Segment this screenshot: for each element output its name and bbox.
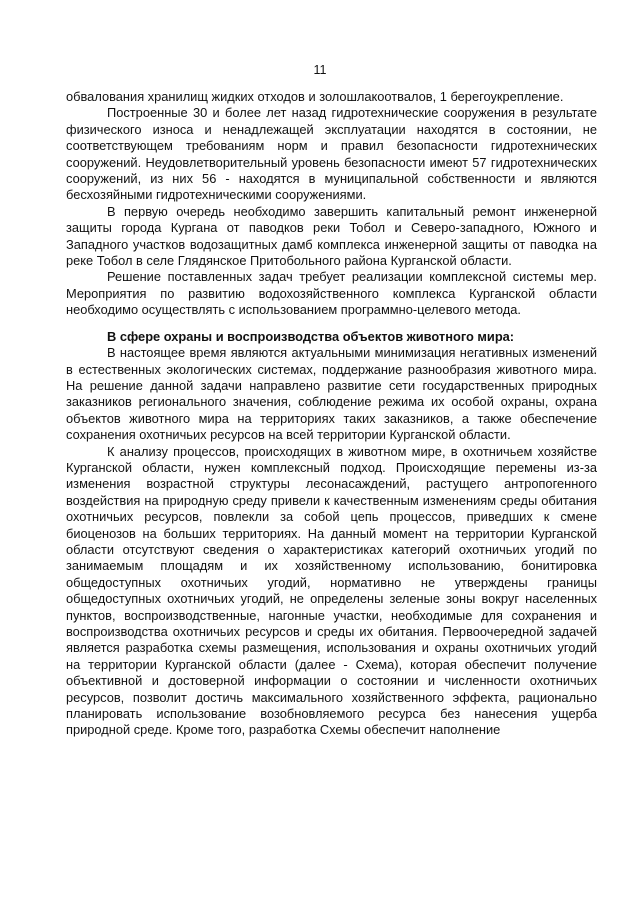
paragraph-ecosystem-protection: В настоящее время являются актуальными минимизация негативных изменений в естественных экологических системах, поддержание разнообразия животного мира. На решение данной задачи направлено развитие сети государственных природных заказников регионального значения, соблюдение режима их особой охраны, охрана объектов животного мира на территориях таких заказников, а также обеспечение сохранения охотничьих ресурсов на всей территории Курганской области. bbox=[66, 345, 597, 443]
paragraph-priority-repair: В первую очередь необходимо завершить капитальный ремонт инженерной защиты города Кургана от паводков реки Тобол и Северо-западного, Южного и Западного участков водозащитных дамб комплекса инженерной защиты от паводка на реке Тобол в селе Глядянское Притобольного района Курганской области. bbox=[66, 203, 597, 269]
paragraph-hydraulic-structures-condition: Построенные 30 и более лет назад гидротехнические сооружения в результате физического износа и ненадлежащей эксплуатации находятся в состоянии, не соответствующем требованиям норм и правил безопасности гидротехнических сооружений. Неудовлетворительный уровень безопасности имеют 57 гидротехнических сооружений, из них 56 - находятся в муниципальной собственности и являются бесхозяйными гидротехническими сооружениями. bbox=[66, 105, 597, 203]
page-number: 11 bbox=[313, 63, 327, 77]
section-heading-wildlife: В сфере охраны и воспроизводства объектов животного мира: bbox=[107, 328, 515, 344]
paragraph-program-target-method: Решение поставленных задач требует реализации комплексной системы мер. Мероприятия по развитию водохозяйственного комплекса Курганской области необходимо осуществлять с использованием программно-целевого метода. bbox=[66, 269, 597, 318]
paragraph-dam-continuation: обвалования хранилищ жидких отходов и золошлакоотвалов, 1 берегоукрепление. bbox=[66, 89, 564, 104]
document-body bbox=[66, 89, 597, 739]
paragraph-hunting-grounds-scheme: К анализу процессов, происходящих в животном мире, в охотничьем хозяйстве Курганской области, нужен комплексный подход. Происходящие перемены из-за изменения возрастной структуры лесонасаждений, растущего антропогенного воздействия на природную среду привели к качественным изменениям среды обитания охотничьих ресурсов, повлекли за собой цепь процессов, приведших к смене биоценозов на больших территориях. На данный момент на территории Курганской области отсутствуют сведения о характеристиках категорий охотничьих угодий по занимаемым площадям и их хозяйственному использованию, бонитировка общедоступных охотничьих угодий, нормативно не утверждены границы общедоступных охотничьих угодий, не определены зеленые зоны вокруг населенных пунктов, воспроизводственные, нагонные участки, необходимые для сохранения и воспроизводства охотничьих ресурсов и среды их обитания. Первоочередной задачей является разработка схемы размещения, использования и охраны охотничьих угодий на территории Курганской области (далее - Схема), которая обеспечит получение объективной и достоверной информации о состоянии и численности охотничьих ресурсов, позволит достичь максимального хозяйственного эффекта, рационально планировать использование возобновляемого ресурса без нанесения ущерба природной среде. Кроме того, разработка Схемы обеспечит наполнение bbox=[66, 443, 597, 738]
